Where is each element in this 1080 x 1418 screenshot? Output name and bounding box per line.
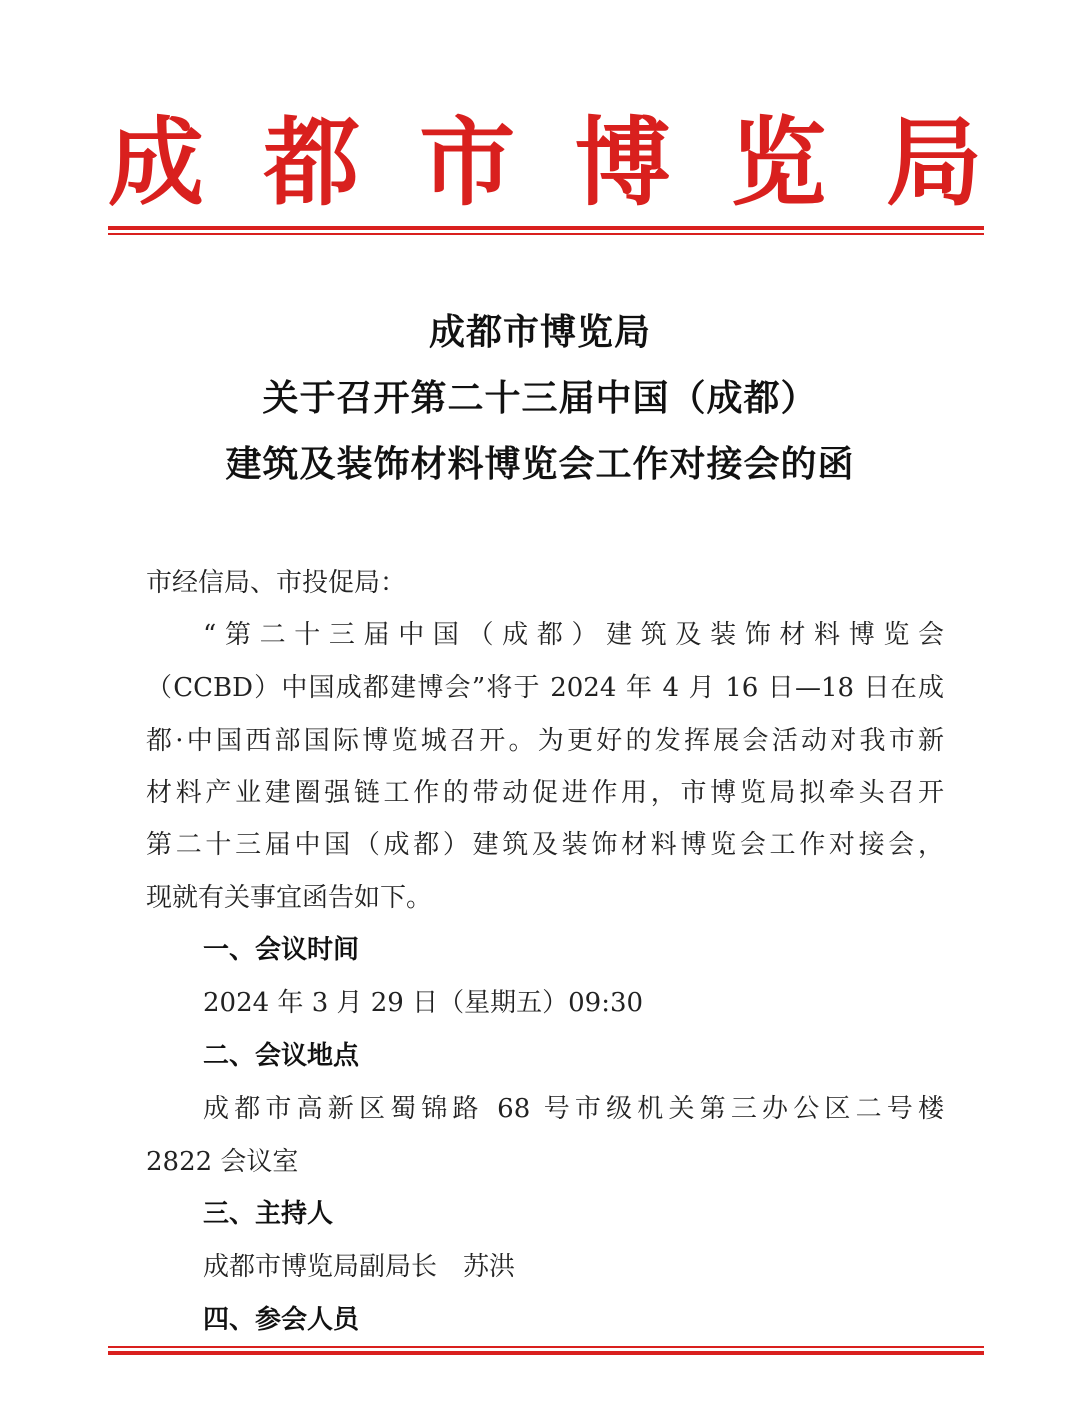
meeting-place-line: 成都市高新区蜀锦路 68 号市级机关第三办公区二号楼 [203,1094,944,1124]
meeting-host: 成都市博览局副局长 苏洪 [203,1252,516,1282]
masthead-char: 成 [108,106,204,219]
paragraph-line: 材料产业建圈强链工作的带动促进作用，市博览局拟牵头召开 [146,778,944,808]
paragraph-line: 都·中国西部国际博览城召开。为更好的发挥展会活动对我市新 [146,726,944,756]
masthead-divider-thin [108,233,984,235]
footer-divider-thin [108,1346,984,1348]
masthead-char: 博 [574,106,671,219]
masthead-org-name [108,108,982,218]
section-heading-time: 一、会议时间 [203,935,360,965]
paragraph-line: 现就有关事宜函告如下。 [146,883,433,913]
section-heading-host: 三、主持人 [203,1199,334,1229]
section-heading-place: 二、会议地点 [203,1041,360,1071]
masthead-char: 都 [263,106,360,219]
masthead-char: 览 [730,106,827,219]
paragraph-line: 第二十三届中国（成都）建筑及装饰材料博览会工作对接会， [146,830,944,860]
doc-title-line-3: 建筑及装饰材料博览会工作对接会的函 [225,443,855,485]
masthead-divider-thick [108,226,984,230]
footer-divider-thick [108,1351,984,1355]
section-heading-attendees: 四、参会人员 [203,1305,360,1335]
meeting-place-line: 2822 会议室 [146,1147,299,1177]
doc-title-line-1: 成都市博览局 [428,311,651,353]
meeting-time: 2024 年 3 月 29 日（星期五）09:30 [203,988,644,1018]
paragraph-line: （CCBD）中国成都建博会”将于 2024 年 4 月 16 日—18 日在成 [146,673,944,703]
paragraph-line: “第二十三届中国（成都）建筑及装饰材料博览会 [203,620,944,650]
masthead-char: 局 [885,106,982,219]
masthead-char: 市 [419,106,516,219]
salutation: 市经信局、市投促局： [146,568,407,598]
doc-title-line-2: 关于召开第二十三届中国（成都） [262,377,818,419]
